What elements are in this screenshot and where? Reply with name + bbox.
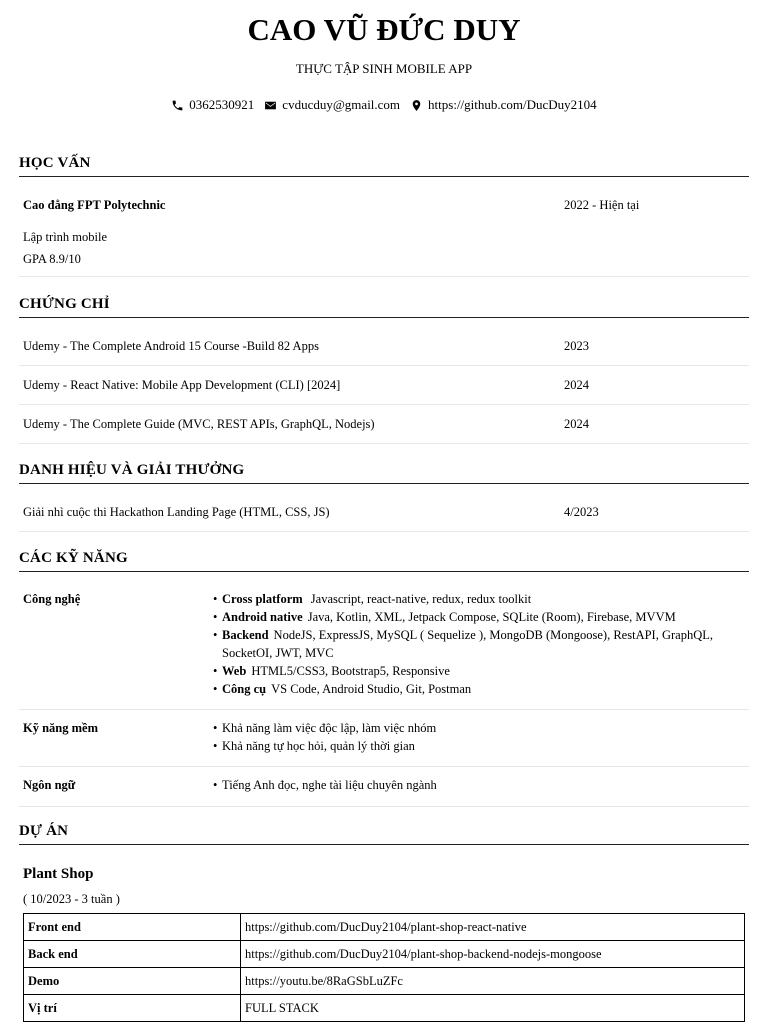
certificate-name: Udemy - React Native: Mobile App Development (CLI) [2024] <box>23 378 341 392</box>
education-heading: HỌC VẤN <box>19 153 749 177</box>
skill-value: HTML5/CSS3, Bootstrap5, Responsive <box>251 664 450 678</box>
contact-bar <box>0 97 768 113</box>
github-link[interactable]: https://github.com/DucDuy2104 <box>428 97 597 112</box>
table-key: Vị trí <box>24 995 241 1022</box>
certificate-year: 2023 <box>564 339 589 353</box>
table-key: Demo <box>24 968 241 995</box>
skills-heading: CÁC KỸ NĂNG <box>19 548 749 572</box>
skill-key: Cross platform <box>222 592 303 606</box>
phone-number: 0362530921 <box>189 97 255 112</box>
projects-section <box>19 821 749 845</box>
skill-row-soft <box>19 710 749 767</box>
skill-item <box>213 608 738 626</box>
award-row <box>19 484 749 532</box>
skill-key: Backend <box>222 628 269 642</box>
project-name: Plant Shop <box>23 866 94 882</box>
education-period: 2022 - Hiện tại <box>564 198 640 212</box>
skill-item <box>213 662 738 680</box>
skill-label: Kỹ năng mềm <box>23 721 98 735</box>
project-time: ( 10/2023 - 3 tuần ) <box>23 892 120 906</box>
certificate-name: Udemy - The Complete Android 15 Course -Build 82 Apps <box>23 339 319 353</box>
skill-key: Web <box>222 664 247 678</box>
frontend-link[interactable]: https://github.com/DucDuy2104/plant-shop-react-native <box>241 914 745 941</box>
skill-item: • Khả năng làm việc độc lập, làm việc nhóm <box>213 719 738 737</box>
skill-key: Công cụ <box>222 682 267 696</box>
skill-row-language <box>19 767 749 807</box>
education-major: Lập trình mobile <box>23 230 108 244</box>
certificates-section <box>19 294 749 444</box>
skill-label: Công nghệ <box>23 592 81 606</box>
project-details-table <box>23 913 745 1022</box>
email-address[interactable]: cvducduy@gmail.com <box>282 97 401 112</box>
skill-list <box>213 776 738 794</box>
demo-link[interactable]: https://youtu.be/8RaGSbLuZFc <box>241 968 745 995</box>
certificate-row <box>19 405 749 444</box>
table-row <box>24 995 745 1022</box>
skills-section <box>19 548 749 807</box>
phone-icon <box>171 99 184 112</box>
certificate-row <box>19 366 749 405</box>
skill-item: • Tiếng Anh đọc, nghe tài liệu chuyên ngành <box>213 776 738 794</box>
table-key: Back end <box>24 941 241 968</box>
contact-email[interactable] <box>264 97 400 113</box>
skill-value: Java, Kotlin, XML, Jetpack Compose, SQLite (Room), Firebase, MVVM <box>307 610 676 624</box>
job-title: THỰC TẬP SINH MOBILE APP <box>295 61 473 76</box>
skill-row-technology <box>19 572 749 710</box>
envelope-icon <box>264 99 277 112</box>
awards-section <box>19 460 749 532</box>
education-section <box>19 153 749 277</box>
candidate-name: CAO VŨ ĐỨC DUY <box>247 12 521 47</box>
award-name: Giải nhì cuộc thi Hackathon Landing Page (HTML, CSS, JS) <box>23 505 330 519</box>
table-value: FULL STACK <box>241 995 745 1022</box>
table-row <box>24 968 745 995</box>
skill-key: Android native <box>222 610 303 624</box>
skill-item: • Khả năng tự học hỏi, quản lý thời gian <box>213 737 738 755</box>
skill-item <box>213 626 738 662</box>
table-key: Front end <box>24 914 241 941</box>
contact-phone <box>171 97 254 113</box>
certificate-row <box>19 318 749 366</box>
skill-item <box>213 590 738 608</box>
education-gpa: GPA 8.9/10 <box>23 252 81 266</box>
awards-heading: DANH HIỆU VÀ GIẢI THƯỞNG <box>19 460 749 484</box>
education-row <box>19 177 749 277</box>
skill-item <box>213 680 738 698</box>
skill-value: NodeJS, ExpressJS, MySQL ( Sequelize ), MongoDB (Mongoose), RestAPI, GraphQL, SocketOI, JWT, MVC <box>222 628 713 660</box>
certificate-name: Udemy - The Complete Guide (MVC, REST APIs, GraphQL, Nodejs) <box>23 417 375 431</box>
award-date: 4/2023 <box>564 505 599 519</box>
map-pin-icon <box>410 99 423 112</box>
skill-list <box>213 590 738 698</box>
backend-link[interactable]: https://github.com/DucDuy2104/plant-shop-backend-nodejs-mongoose <box>241 941 745 968</box>
certificate-year: 2024 <box>564 417 589 431</box>
table-row <box>24 941 745 968</box>
skill-value: Javascript, react-native, redux, redux toolkit <box>307 592 532 606</box>
certificate-year: 2024 <box>564 378 589 392</box>
skill-label: Ngôn ngữ <box>23 778 76 792</box>
skill-value: VS Code, Android Studio, Git, Postman <box>271 682 472 696</box>
certificates-heading: CHỨNG CHỈ <box>19 294 749 318</box>
skill-list <box>213 719 738 755</box>
contact-github[interactable] <box>410 97 597 113</box>
school-name: Cao đẳng FPT Polytechnic <box>23 198 166 212</box>
projects-heading: DỰ ÁN <box>19 821 749 845</box>
table-row <box>24 914 745 941</box>
